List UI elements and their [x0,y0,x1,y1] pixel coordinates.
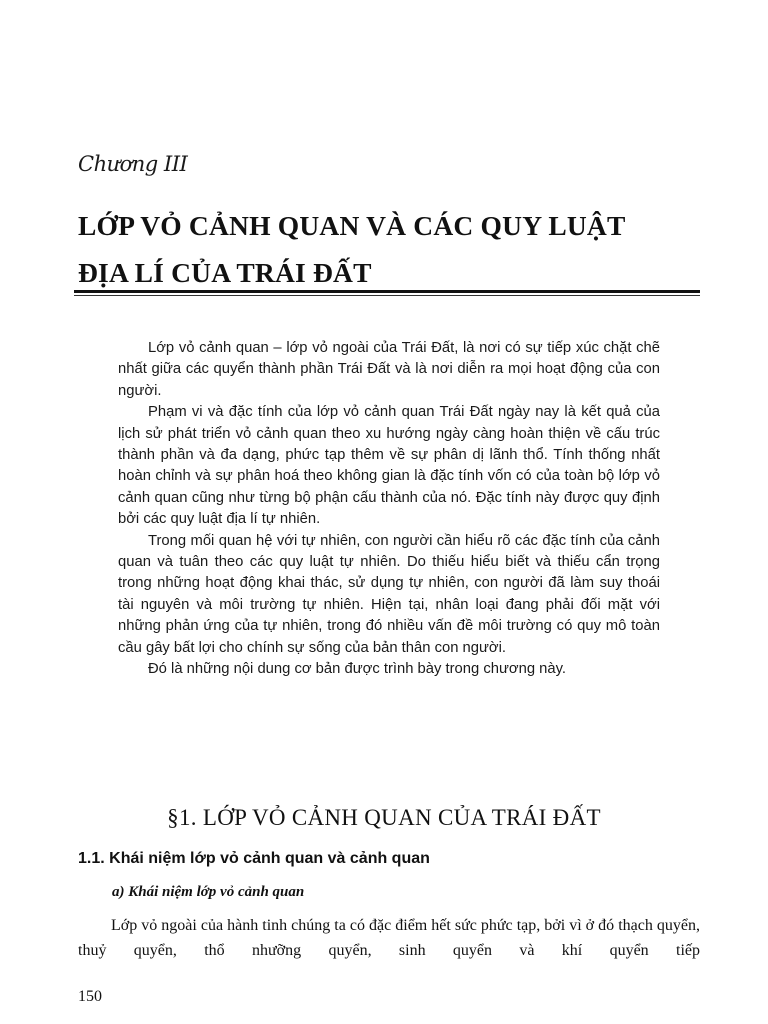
page-number: 150 [78,988,102,1005]
chapter-label: Chương III [78,152,188,176]
body-paragraph: Lớp vỏ ngoài của hành tinh chúng ta có đặc điểm hết sức phức tạp, bởi vì ở đó thạch quyển, thuỷ quyển, thổ nhưỡng quyển, sinh quyển và khí quyển tiếp [78,917,700,959]
intro-paragraph-2: Phạm vi và đặc tính của lớp vỏ cảnh quan Trái Đất ngày nay là kết quả của lịch sử phát triển vỏ cảnh quan theo xu hướng ngày càng hoàn thiện về cấu trúc thành phần và đa dạng, phức tạp thêm về sự phân dị lãnh thổ. Tính thống nhất hoàn chỉnh và sự phân hoá theo không gian là đặc tính vốn có của toàn bộ lớp vỏ cảnh quan cũng như từng bộ phận cấu thành của nó. Đặc tính này được quy định bởi các quy luật địa lí tự nhiên. [118,404,660,528]
title-divider [74,290,700,293]
intro-paragraph-3: Trong mối quan hệ với tự nhiên, con người cần hiểu rõ các đặc tính của cảnh quan và tuân theo các quy luật tự nhiên. Do thiếu hiểu biết và thiếu cẩn trọng trong những hoạt động khai thác, sử dụng tự nhiên, con người đã làm suy thoái tài nguyên và môi trường tự nhiên. Hiện tại, nhân loại đang phải đối mặt với những phản ứng của tự nhiên, trong đó nhiều vấn đề môi trường có quy mô toàn cầu gây bất lợi cho chính sự sống của bản thân con người. [118,532,660,656]
intro-paragraph-1: Lớp vỏ cảnh quan – lớp vỏ ngoài của Trái Đất, là nơi có sự tiếp xúc chặt chẽ nhất giữa các quyển thành phần Trái Đất và là nơi diễn ra mọi hoạt động của con người. [118,340,660,399]
intro-paragraph-4: Đó là những nội dung cơ bản được trình bày trong chương này. [148,661,567,678]
subsection-heading: 1.1. Khái niệm lớp vỏ cảnh quan và cảnh quan [78,850,430,867]
chapter-title-line-2: ĐỊA LÍ CỦA TRÁI ĐẤT [78,257,372,288]
chapter-title [78,202,718,296]
body-text [78,913,700,963]
section-heading: §1. LỚP VỎ CẢNH QUAN CỦA TRÁI ĐẤT [167,805,601,830]
chapter-introduction [118,338,660,681]
chapter-title-line-1: LỚP VỎ CẢNH QUAN VÀ CÁC QUY LUẬT [78,210,626,241]
sub-subsection-heading: a) Khái niệm lớp vỏ cảnh quan [112,884,305,900]
